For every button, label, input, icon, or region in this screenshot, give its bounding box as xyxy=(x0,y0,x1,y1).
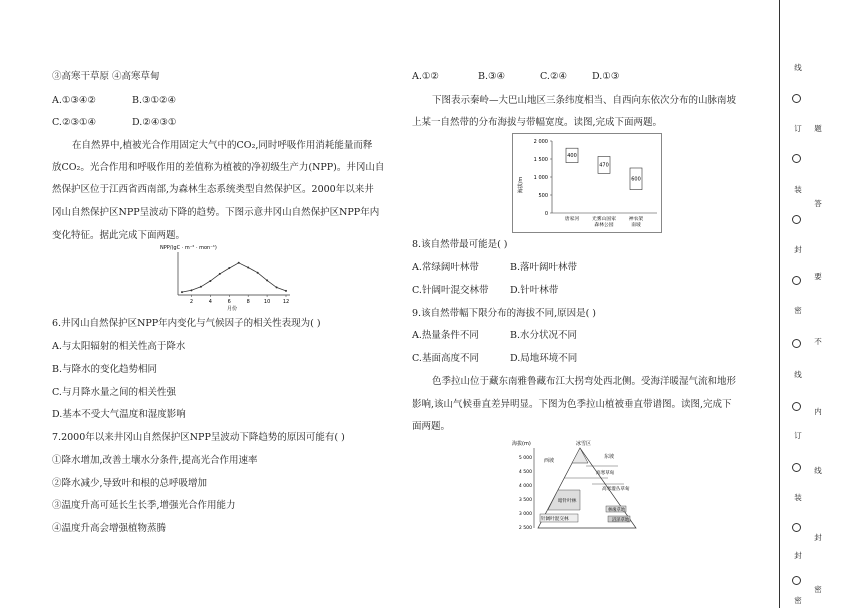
binding-char: 密 xyxy=(794,596,802,605)
q6-option-a: A.与太阳辐射的相关性高于降水 xyxy=(52,341,186,352)
binding-char: 订 xyxy=(794,124,802,133)
intro-line-2: 放CO₂。光合作用和呼吸作用的差值称为植被的净初级生产力(NPP)。井冈山自 xyxy=(52,162,385,173)
notice-char: 答 xyxy=(814,199,822,208)
q5-option-c: C.②③①④ xyxy=(52,117,97,128)
vert-ytick: 3 000 xyxy=(518,512,532,517)
q7-option-d: D.①③ xyxy=(592,71,620,82)
binding-char: 线 xyxy=(794,63,802,72)
elev-category-label: 神农架 xyxy=(628,217,644,222)
label-conifer: 暗针叶林 xyxy=(558,499,577,504)
npp-point xyxy=(209,280,211,282)
intro3-line-3: 面两题。 xyxy=(412,421,451,432)
q9-option-d: D.局地环境不同 xyxy=(510,353,578,364)
q6-option-b: B.与降水的变化趋势相同 xyxy=(52,364,158,375)
q5-option-a: A.①③④② xyxy=(52,95,96,106)
binding-char: 封 xyxy=(794,551,802,560)
vert-ytick: 2 500 xyxy=(518,526,532,531)
q7-item-3: ③温度升高可延长生长季,增强光合作用能力 xyxy=(52,500,236,511)
q5-option-d: D.②④③① xyxy=(132,117,177,128)
q8-option-a: A.常绿阔叶林带 xyxy=(412,262,479,273)
elevation-chart xyxy=(512,133,662,233)
label-alpine-meadow: 高寒草甸 xyxy=(596,471,615,476)
npp-xtick-label: 12 xyxy=(282,299,290,305)
binding-char: 装 xyxy=(794,493,802,502)
label-west: 西坡 xyxy=(544,458,555,464)
label-alpine-shrub: 高寒灌丛草甸 xyxy=(602,487,630,492)
q7-option-c: C.②④ xyxy=(540,71,567,82)
elev-category-label: 森林公园 xyxy=(594,223,614,228)
notice-char: 不 xyxy=(814,337,822,346)
binding-hole xyxy=(792,402,801,411)
npp-xtick-label: 10 xyxy=(263,299,271,305)
npp-xtick-label: 2 xyxy=(189,299,194,305)
elev-ylabel: 海拔/m xyxy=(518,176,524,194)
elev-category-label: 南坡 xyxy=(631,223,641,228)
vert-ytick: 4 000 xyxy=(518,484,532,489)
elev-category-label: 光雾山国家 xyxy=(592,217,616,222)
notice-char: 密 xyxy=(814,585,822,594)
binding-char: 封 xyxy=(794,245,802,254)
elev-ytick-label: 2 000 xyxy=(533,138,548,145)
q9-option-c: C.基面高度不同 xyxy=(412,353,479,364)
label-mixed: 针阔叶混交林 xyxy=(541,517,569,522)
vert-ylabel: 海拔(m) xyxy=(512,441,531,447)
npp-point xyxy=(228,267,230,269)
q6-option-c: C.与月降水量之间的相关性强 xyxy=(52,387,176,398)
notice-char: 线 xyxy=(814,466,822,475)
binding-hole xyxy=(792,154,801,163)
intro-line-5: 变化特征。据此完成下面两题。 xyxy=(52,230,186,241)
npp-point xyxy=(190,289,192,291)
intro3-line-2: 影响,该山气候垂直差异明显。下图为色季拉山植被垂直带谱图。读图,完成下 xyxy=(412,399,732,410)
elev-bar-label: 400 xyxy=(567,153,577,160)
q6-stem: 6.井冈山自然保护区NPP年内变化与气候因子的相关性表现为( ) xyxy=(52,318,321,329)
npp-point xyxy=(285,290,287,292)
binding-hole xyxy=(792,576,801,585)
binding-char: 订 xyxy=(794,431,802,440)
npp-xlabel: 月份 xyxy=(226,306,238,312)
q6-option-d: D.基本不受大气温度和湿度影响 xyxy=(52,409,186,420)
elev-ytick-label: 1 000 xyxy=(533,174,548,181)
q5-option-b: B.③①②④ xyxy=(132,95,177,106)
vegetation-zone-chart xyxy=(508,436,668,536)
q8-stem: 8.该自然带最可能是( ) xyxy=(412,239,508,250)
elev-ytick-label: 500 xyxy=(538,192,548,199)
vert-ytick: 4 500 xyxy=(518,470,532,475)
q8-option-c: C.针阔叶混交林带 xyxy=(412,285,489,296)
q9-stem: 9.该自然带幅下限分布的海拔不同,原因是( ) xyxy=(412,308,597,319)
npp-point xyxy=(276,286,278,288)
npp-point xyxy=(257,272,259,274)
notice-char: 要 xyxy=(814,272,822,281)
q8-option-d: D.针叶林带 xyxy=(510,285,559,296)
binding-hole xyxy=(792,215,801,224)
q9-option-b: B.水分状况不同 xyxy=(510,330,578,341)
intro2-line-2: 上某一自然带的分布海拔与带幅宽度。读图,完成下面两题。 xyxy=(412,117,663,128)
npp-point xyxy=(247,266,249,268)
q5-options-line: ③高寒干草原 ④高寒草甸 xyxy=(52,71,160,82)
npp-point xyxy=(181,291,183,293)
elev-ytick-label: 0 xyxy=(544,210,548,217)
npp-xtick-label: 8 xyxy=(246,299,250,305)
elev-bar-label: 470 xyxy=(599,162,609,169)
label-swamp: 沼泽草地 xyxy=(612,518,630,523)
label-glacier: 冰雪区 xyxy=(576,441,592,447)
vert-ytick: 3 500 xyxy=(518,498,532,503)
binding-line xyxy=(779,0,780,608)
label-east: 东坡 xyxy=(604,454,615,460)
intro-line-1: 在自然界中,植被光合作用固定大气中的CO₂,同时呼吸作用消耗能量而释 xyxy=(72,140,373,151)
q9-option-a: A.热量条件不同 xyxy=(412,330,479,341)
binding-char: 装 xyxy=(794,185,802,194)
intro3-line-1: 色季拉山位于藏东南雅鲁藏布江大拐弯处西北侧。受海洋暖湿气流和地形 xyxy=(432,376,737,387)
npp-xtick-label: 6 xyxy=(227,299,231,305)
npp-point xyxy=(200,286,202,288)
q7-item-4: ④温度升高会增强植物蒸腾 xyxy=(52,523,167,534)
binding-hole xyxy=(792,463,801,472)
elev-ytick-label: 1 500 xyxy=(533,156,548,163)
q7-stem: 7.2000年以来井冈山自然保护区NPP呈波动下降趋势的原因可能有( ) xyxy=(52,432,345,443)
label-scrub: 林缘草地 xyxy=(608,508,626,513)
notice-char: 题 xyxy=(814,124,822,133)
notice-char: 封 xyxy=(814,533,822,542)
binding-char: 线 xyxy=(794,370,802,379)
elev-bar-label: 600 xyxy=(631,176,641,183)
intro-line-3: 然保护区位于江西省西南部,为森林生态系统类型自然保护区。2000年以来井 xyxy=(52,184,374,195)
binding-hole xyxy=(792,523,801,532)
elev-category-label: 唐家河 xyxy=(564,217,580,222)
binding-hole xyxy=(792,339,801,348)
q7-item-2: ②降水减少,导致叶和根的总呼吸增加 xyxy=(52,478,208,489)
npp-point xyxy=(238,262,240,264)
binding-hole xyxy=(792,276,801,285)
intro2-line-1: 下图表示秦岭—大巴山地区三条纬度相当、自西向东依次分布的山脉南坡 xyxy=(432,95,737,106)
q8-option-b: B.落叶阔叶林带 xyxy=(510,262,578,273)
notice-char: 内 xyxy=(814,407,822,416)
binding-hole xyxy=(792,94,801,103)
q7-item-1: ①降水增加,改善土壤水分条件,提高光合作用速率 xyxy=(52,455,258,466)
binding-char: 密 xyxy=(794,306,802,315)
q7-option-b: B.③④ xyxy=(478,71,506,82)
npp-point xyxy=(266,279,268,281)
npp-point xyxy=(219,273,221,275)
vert-ytick: 5 000 xyxy=(518,456,532,461)
npp-chart xyxy=(150,240,300,312)
npp-ylabel: NPP/(gC · m⁻² · mon⁻¹) xyxy=(160,245,217,251)
intro-line-4: 冈山自然保护区NPP呈波动下降的趋势。下图示意井冈山自然保护区NPP年内 xyxy=(52,207,380,218)
q7-option-a: A.①② xyxy=(412,71,439,82)
npp-xtick-label: 4 xyxy=(208,299,212,305)
